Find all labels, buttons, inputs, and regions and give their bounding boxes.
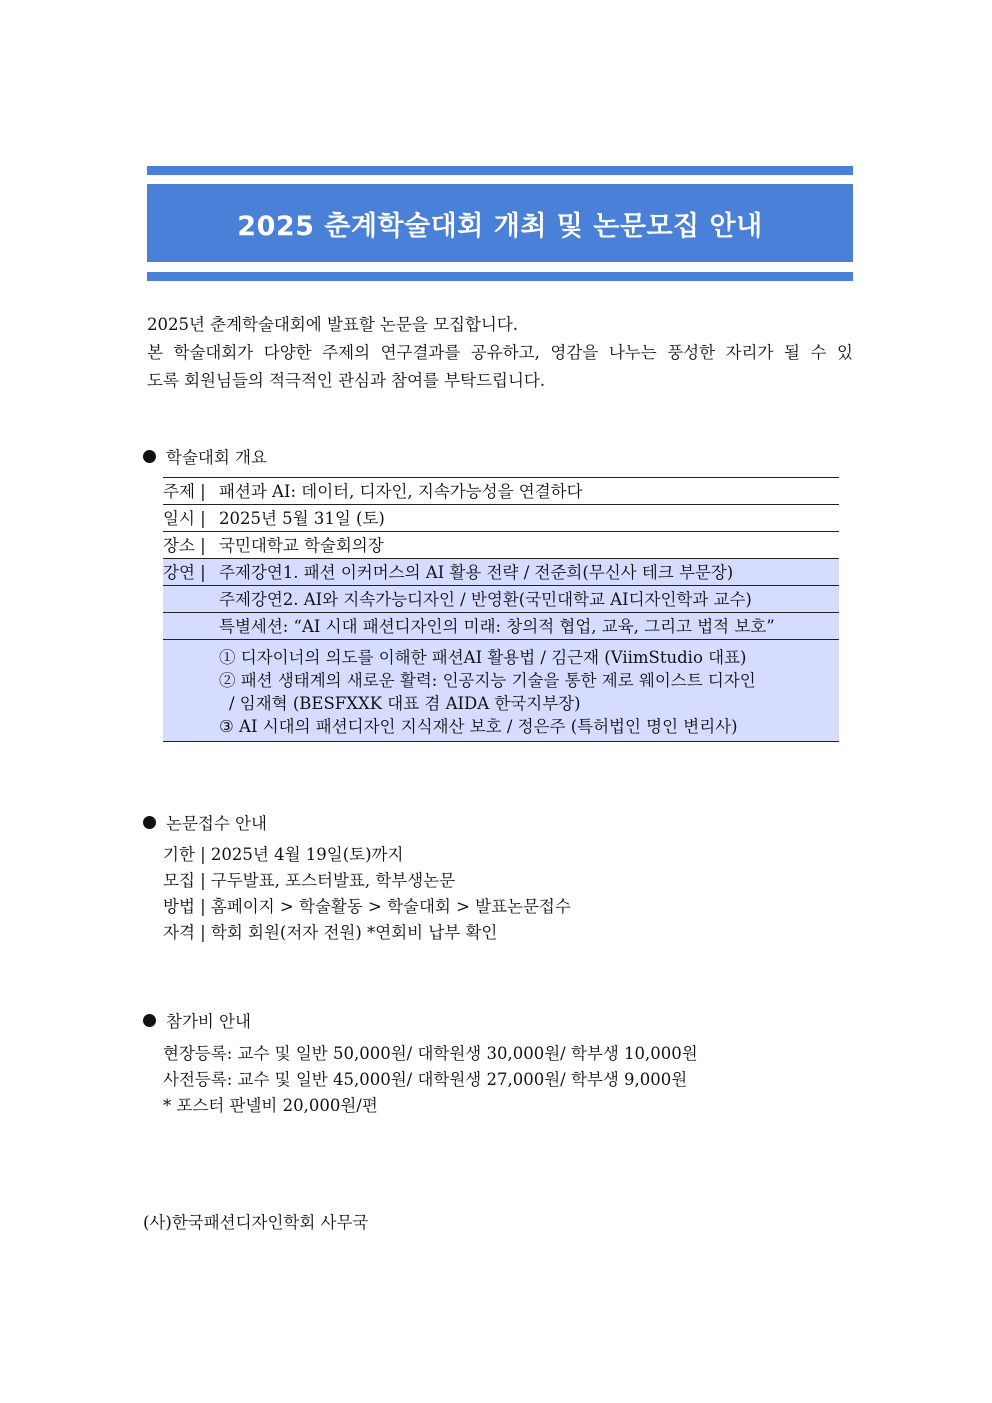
- intro-line-1: 2025년 춘계학술대회에 발표할 논문을 모집합니다.: [147, 315, 519, 334]
- title-banner: [147, 166, 853, 281]
- overview-heading-label: 학술대회 개요: [166, 448, 267, 467]
- row-value: [219, 505, 839, 532]
- row-value-line: 패션과 AI: 데이터, 디자인, 지속가능성을 연결하다: [219, 482, 583, 501]
- row-value-line: 주제강연1. 패션 이커머스의 AI 활용 전략 / 전준희(무신사 테크 부문장): [219, 563, 734, 582]
- table-row: [163, 640, 839, 742]
- row-key: [163, 586, 219, 613]
- row-value: [219, 478, 839, 505]
- table-row: [163, 586, 839, 613]
- table-row: [163, 559, 839, 586]
- bullet-icon: [143, 450, 156, 463]
- title-bottom-rule: [147, 272, 853, 281]
- row-key: 일시 |: [163, 505, 219, 532]
- row-value-line: 특별세션: “AI 시대 패션디자인의 미래: 창의적 협업, 교육, 그리고 법적 보호”: [219, 617, 775, 636]
- row-value: [219, 586, 839, 613]
- row-key: [163, 640, 219, 742]
- overview-table: [163, 477, 839, 742]
- list-item: 방법 | 홈페이지 > 학술활동 > 학술대회 > 발표논문접수: [163, 897, 571, 916]
- bullet-icon: [143, 1014, 156, 1027]
- row-key: [163, 613, 219, 640]
- footer-organization: (사)한국패션디자인학회 사무국: [143, 1213, 369, 1232]
- list-item: 기한 | 2025년 4월 19일(토)까지: [163, 845, 404, 864]
- row-value-line: 국민대학교 학술회의장: [219, 536, 384, 555]
- row-value: [219, 532, 839, 559]
- submission-heading-label: 논문접수 안내: [166, 814, 267, 833]
- list-item: 사전등록: 교수 및 일반 45,000원/ 대학원생 27,000원/ 학부생 9,000원: [163, 1070, 688, 1089]
- row-key: 주제 |: [163, 478, 219, 505]
- row-key: 강연 |: [163, 559, 219, 586]
- fee-list: [163, 1041, 698, 1119]
- table-row: [163, 478, 839, 505]
- list-item: 현장등록: 교수 및 일반 50,000원/ 대학원생 30,000원/ 학부생 10,000원: [163, 1044, 698, 1063]
- list-item: * 포스터 판넬비 20,000원/편: [163, 1096, 378, 1115]
- row-value-line: 2025년 5월 31일 (토): [219, 509, 385, 528]
- fee-heading-label: 참가비 안내: [166, 1012, 251, 1031]
- row-value-line: 주제강연2. AI와 지속가능디자인 / 반영환(국민대학교 AI디자인학과 교수): [219, 590, 752, 609]
- table-row: [163, 505, 839, 532]
- bullet-icon: [143, 816, 156, 829]
- list-item: 모집 | 구두발표, 포스터발표, 학부생논문: [163, 871, 456, 890]
- row-value-line: ① 디자이너의 의도를 이해한 패션AI 활용법 / 김근재 (ViimStudio 대표): [219, 648, 747, 667]
- title-top-rule: [147, 166, 853, 175]
- intro-paragraph: [147, 311, 853, 395]
- table-row: [163, 532, 839, 559]
- page-title: 2025 춘계학술대회 개최 및 논문모집 안내: [237, 210, 763, 242]
- submission-list: [163, 842, 571, 946]
- row-value-line: ② 패션 생태계의 새로운 활력: 인공지능 기술을 통한 제로 웨이스트 디자인: [219, 671, 756, 690]
- row-value-line: / 임재혁 (BESFXXK 대표 겸 AIDA 한국지부장): [229, 694, 581, 713]
- table-row: [163, 613, 839, 640]
- submission-heading: [143, 810, 267, 834]
- row-key: 장소 |: [163, 532, 219, 559]
- row-value-line: ③ AI 시대의 패션디자인 지식재산 보호 / 정은주 (특허법인 명인 변리사): [219, 717, 738, 736]
- row-value: [219, 559, 839, 586]
- fee-heading: [143, 1008, 251, 1032]
- intro-line-2: 본 학술대회가 다양한 주제의 연구결과를 공유하고, 영감을 나누는 풍성한 자리가 될 수 있: [147, 343, 853, 362]
- list-item: 자격 | 학회 회원(저자 전원) *연회비 납부 확인: [163, 923, 498, 942]
- intro-line-3: 도록 회원님들의 적극적인 관심과 참여를 부탁드립니다.: [147, 371, 546, 390]
- row-value: [219, 640, 839, 742]
- overview-heading: [143, 444, 267, 468]
- title-bar: [147, 184, 853, 262]
- row-value: [219, 613, 839, 640]
